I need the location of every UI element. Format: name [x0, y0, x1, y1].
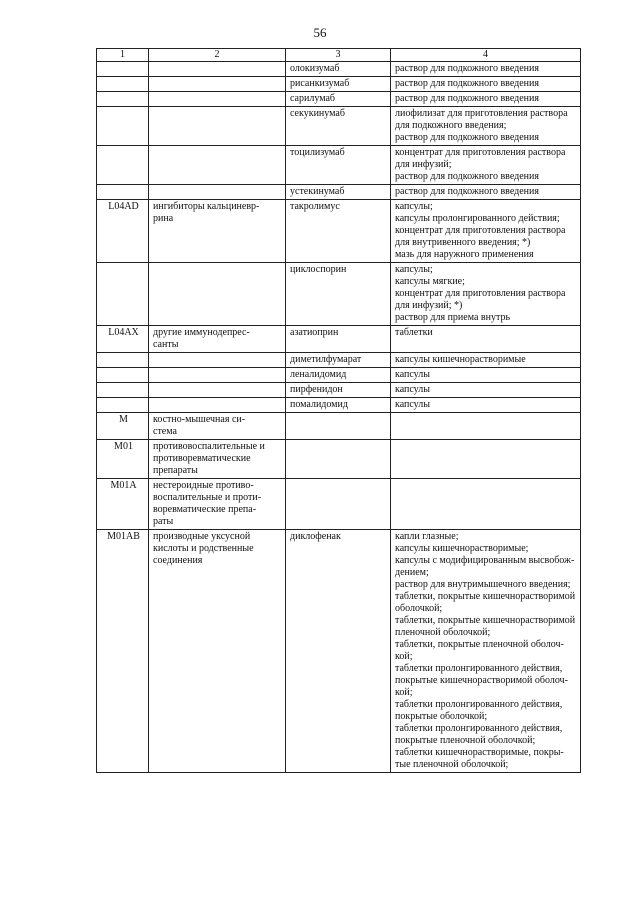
table-row: [97, 440, 581, 479]
group-name-cell: [149, 440, 286, 479]
cell-line: циклоспорин: [290, 264, 347, 275]
cell-line: покрытые оболочкой;: [395, 711, 488, 722]
table-row: [97, 263, 581, 326]
substance-cell: [286, 62, 391, 77]
substance-cell: [286, 326, 391, 353]
substance-cell: [286, 200, 391, 263]
cell-line: леналидомид: [290, 369, 347, 380]
cell-line: раствор для приема внутрь: [395, 312, 511, 323]
dosage-forms-cell: [391, 263, 581, 326]
dosage-forms-cell: [391, 62, 581, 77]
table-header-row: [97, 49, 581, 62]
cell-line: диметилфумарат: [290, 354, 362, 365]
substance-cell: [286, 185, 391, 200]
table-row: [97, 398, 581, 413]
table-row: [97, 146, 581, 185]
group-name-cell: [149, 413, 286, 440]
cell-line: кислоты и родственные: [153, 543, 254, 554]
atc-code-cell: [97, 383, 149, 398]
atc-code-cell: [97, 62, 149, 77]
cell-line: лиофилизат для приготовления раствора: [395, 108, 568, 119]
group-name-cell: [149, 383, 286, 398]
cell-line: таблетки пролонгированного действия,: [395, 663, 563, 674]
cell-line: таблетки: [395, 327, 433, 338]
dosage-forms-cell: [391, 146, 581, 185]
cell-line: рина: [153, 213, 174, 224]
substance-cell: [286, 398, 391, 413]
cell-line: раты: [153, 516, 174, 527]
atc-code-cell: [97, 92, 149, 107]
atc-code-cell: [97, 263, 149, 326]
cell-line: покрытые пленочной оболочкой;: [395, 735, 536, 746]
cell-line: раствор для подкожного введения: [395, 132, 539, 143]
dosage-forms-cell: [391, 353, 581, 368]
cell-line: дением;: [395, 567, 429, 578]
cell-line: рисанкизумаб: [290, 78, 350, 89]
cell-line: производные уксусной: [153, 531, 251, 542]
cell-line: противовоспалительные и: [153, 441, 265, 452]
cell-line: таблетки кишечнорастворимые, покры-: [395, 747, 564, 758]
cell-line: для подкожного введения;: [395, 120, 507, 131]
atc-code-cell: L04AX: [97, 326, 149, 353]
cell-line: концентрат для приготовления раствора: [395, 288, 566, 299]
substance-cell: [286, 146, 391, 185]
group-name-cell: [149, 479, 286, 530]
cell-line: раствор для подкожного введения: [395, 78, 539, 89]
atc-code-cell: [97, 107, 149, 146]
table-row: [97, 383, 581, 398]
cell-line: покрытые кишечнорастворимой оболоч-: [395, 675, 568, 686]
table-row: [97, 185, 581, 200]
cell-line: ингибиторы кальциневр-: [153, 201, 260, 212]
cell-line: капсулы: [395, 384, 430, 395]
substance-cell: [286, 353, 391, 368]
cell-line: нестероидные противо-: [153, 480, 254, 491]
cell-line: сарилумаб: [290, 93, 335, 104]
group-name-cell: [149, 92, 286, 107]
group-name-cell: [149, 62, 286, 77]
cell-line: тые пленочной оболочкой;: [395, 759, 509, 770]
medicines-table: [96, 48, 581, 773]
cell-line: капсулы;: [395, 264, 433, 275]
cell-line: стема: [153, 426, 177, 437]
table-row: [97, 77, 581, 92]
cell-line: воспалительные и проти-: [153, 492, 262, 503]
table-row: [97, 368, 581, 383]
atc-code-cell: M: [97, 413, 149, 440]
cell-line: концентрат для приготовления раствора: [395, 147, 566, 158]
cell-line: таблетки, покрытые кишечнорастворимой: [395, 591, 576, 602]
cell-line: помалидомид: [290, 399, 348, 410]
dosage-forms-cell: [391, 200, 581, 263]
cell-line: капсулы кишечнорастворимые: [395, 354, 526, 365]
cell-line: капсулы кишечнорастворимые;: [395, 543, 529, 554]
table-row: [97, 353, 581, 368]
cell-line: противоревматические: [153, 453, 251, 464]
cell-line: раствор для внутримышечного введения;: [395, 579, 571, 590]
atc-code-cell: [97, 77, 149, 92]
table-row: [97, 530, 581, 773]
dosage-forms-cell: [391, 383, 581, 398]
cell-line: капсулы мягкие;: [395, 276, 465, 287]
table-row: [97, 479, 581, 530]
atc-code-cell: [97, 146, 149, 185]
group-name-cell: [149, 398, 286, 413]
cell-line: капсулы;: [395, 201, 433, 212]
group-name-cell: [149, 353, 286, 368]
dosage-forms-cell: [391, 440, 581, 479]
cell-line: таблетки пролонгированного действия,: [395, 723, 563, 734]
cell-line: пирфенидон: [290, 384, 343, 395]
cell-line: для инфузий; *): [395, 300, 463, 311]
page-number: 56: [313, 25, 327, 40]
dosage-forms-cell: [391, 77, 581, 92]
header-cell-2: 2: [149, 49, 286, 62]
cell-line: капсулы пролонгированного действия;: [395, 213, 560, 224]
group-name-cell: [149, 326, 286, 353]
table-body: [97, 49, 581, 773]
cell-line: раствор для подкожного введения: [395, 93, 539, 104]
cell-line: раствор для подкожного введения: [395, 186, 539, 197]
cell-line: капсулы с модифицированным высвобож-: [395, 555, 575, 566]
cell-line: концентрат для приготовления раствора: [395, 225, 566, 236]
substance-cell: [286, 479, 391, 530]
substance-cell: [286, 530, 391, 773]
dosage-forms-cell: [391, 92, 581, 107]
substance-cell: [286, 92, 391, 107]
table-row: [97, 92, 581, 107]
cell-line: раствор для подкожного введения: [395, 171, 539, 182]
table-row: [97, 62, 581, 77]
header-cell-4: 4: [391, 49, 581, 62]
dosage-forms-cell: [391, 413, 581, 440]
cell-line: оболочкой;: [395, 603, 443, 614]
cell-line: такролимус: [290, 201, 340, 212]
table-row: [97, 107, 581, 146]
cell-line: капли глазные;: [395, 531, 459, 542]
dosage-forms-cell: [391, 479, 581, 530]
cell-line: для внутривенного введения; *): [395, 237, 531, 248]
table-row: [97, 326, 581, 353]
table-row: [97, 200, 581, 263]
cell-line: олокизумаб: [290, 63, 340, 74]
dosage-forms-cell: [391, 368, 581, 383]
cell-line: капсулы: [395, 399, 430, 410]
atc-code-cell: [97, 398, 149, 413]
group-name-cell: [149, 368, 286, 383]
cell-line: устекинумаб: [290, 186, 345, 197]
atc-code-cell: M01AB: [97, 530, 149, 773]
cell-line: санты: [153, 339, 179, 350]
table-row: [97, 413, 581, 440]
group-name-cell: [149, 107, 286, 146]
atc-code-cell: [97, 185, 149, 200]
cell-line: мазь для наружного применения: [395, 249, 534, 260]
cell-line: соединения: [153, 555, 203, 566]
cell-line: таблетки, покрытые кишечнорастворимой: [395, 615, 576, 626]
cell-line: секукинумаб: [290, 108, 345, 119]
atc-code-cell: L04AD: [97, 200, 149, 263]
cell-line: раствор для подкожного введения: [395, 63, 539, 74]
substance-cell: [286, 413, 391, 440]
dosage-forms-cell: [391, 398, 581, 413]
group-name-cell: [149, 146, 286, 185]
cell-line: кой;: [395, 687, 413, 698]
substance-cell: [286, 440, 391, 479]
cell-line: азатиоприн: [290, 327, 339, 338]
group-name-cell: [149, 200, 286, 263]
cell-line: воревматические препа-: [153, 504, 257, 515]
substance-cell: [286, 383, 391, 398]
cell-line: другие иммунодепрес-: [153, 327, 250, 338]
cell-line: костно-мышечная си-: [153, 414, 246, 425]
group-name-cell: [149, 185, 286, 200]
cell-line: капсулы: [395, 369, 430, 380]
cell-line: кой;: [395, 651, 413, 662]
cell-line: таблетки, покрытые пленочной оболоч-: [395, 639, 564, 650]
atc-code-cell: [97, 368, 149, 383]
group-name-cell: [149, 77, 286, 92]
header-cell-1: 1: [97, 49, 149, 62]
substance-cell: [286, 77, 391, 92]
header-cell-3: 3: [286, 49, 391, 62]
atc-code-cell: M01A: [97, 479, 149, 530]
substance-cell: [286, 107, 391, 146]
atc-code-cell: [97, 353, 149, 368]
dosage-forms-cell: [391, 326, 581, 353]
cell-line: препараты: [153, 465, 198, 476]
dosage-forms-cell: [391, 107, 581, 146]
cell-line: для инфузий;: [395, 159, 452, 170]
cell-line: тоцилизумаб: [290, 147, 345, 158]
cell-line: диклофенак: [290, 531, 341, 542]
substance-cell: [286, 368, 391, 383]
group-name-cell: [149, 530, 286, 773]
substance-cell: [286, 263, 391, 326]
dosage-forms-cell: [391, 530, 581, 773]
cell-line: пленочной оболочкой;: [395, 627, 491, 638]
cell-line: таблетки пролонгированного действия,: [395, 699, 563, 710]
group-name-cell: [149, 263, 286, 326]
atc-code-cell: M01: [97, 440, 149, 479]
dosage-forms-cell: [391, 185, 581, 200]
